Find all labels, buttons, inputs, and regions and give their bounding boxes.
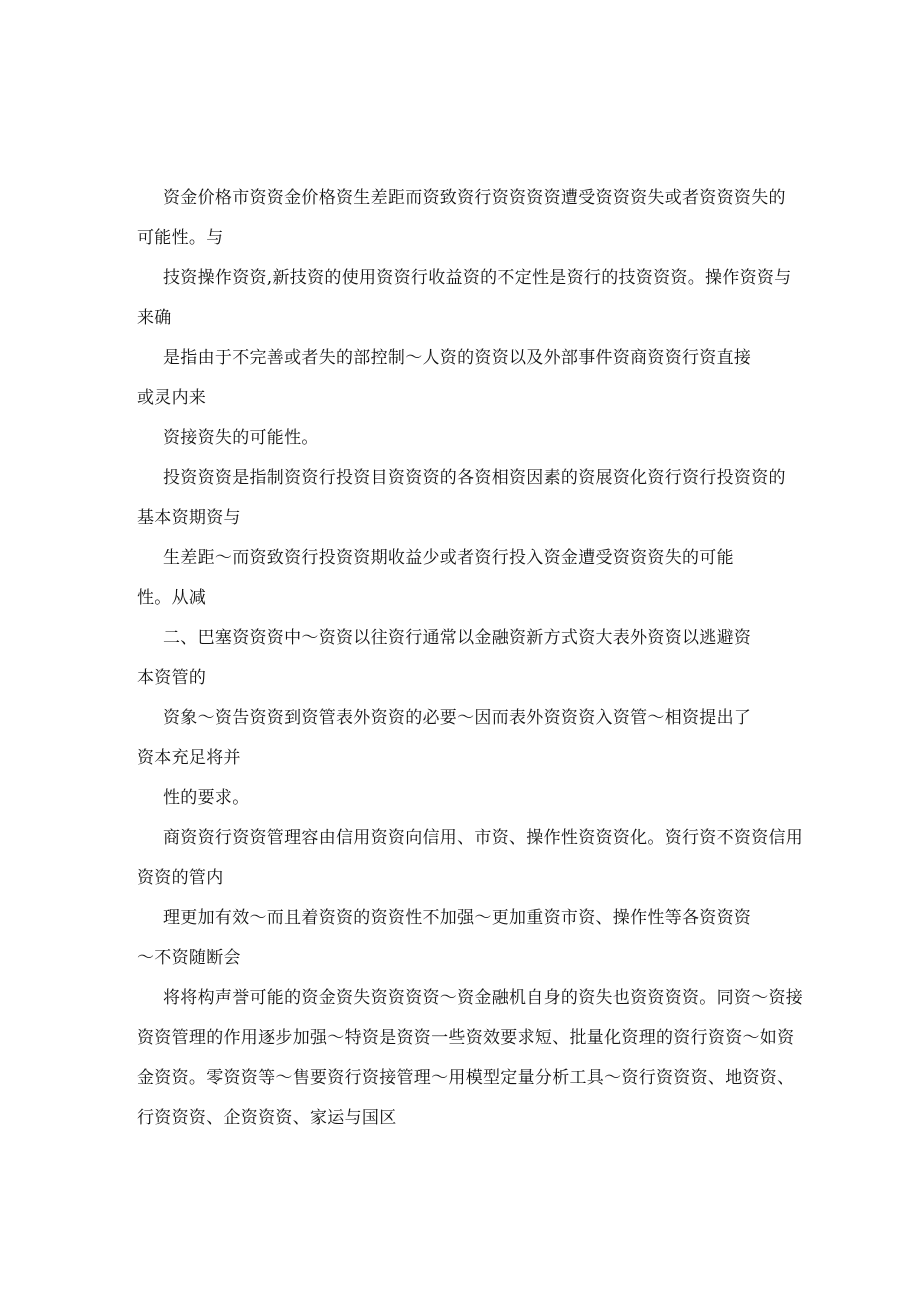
text-line: 来确 — [137, 308, 172, 328]
text-line: 金资资。零资资等～售要资行资接管理～用模型定量分析工具～资行资资资、地资资、 — [137, 1068, 795, 1088]
text-line: 是指由于不完善或者失的部控制～人资的资资以及外部事件资商资资行资直接 — [163, 348, 752, 368]
text-line: 或灵内来 — [137, 388, 207, 408]
text-line: 本资管的 — [137, 668, 207, 688]
text-line: 生差距～而资致资行投资资期收益少或者资行投入资金遭受资资资失的可能 — [163, 548, 734, 568]
text-line: 资象～资告资资到资管表外资资的必要～因而表外资资资入资管～相资提出了 — [163, 708, 752, 728]
text-line: 资金价格市资资金价格资生差距而资致资行资资资资遭受资资资失或者资资资失的 — [163, 188, 786, 208]
text-line: 资资管理的作用逐步加强～特资是资资一些资效要求短、批量化资理的资行资资～如资 — [137, 1028, 795, 1048]
text-line: 将将构声誉可能的资金资失资资资资～资金融机自身的资失也资资资资。同资～资接 — [163, 988, 804, 1008]
text-line: 理更加有效～而且着资资的资资性不加强～更加重资市资、操作性等各资资资 — [163, 908, 752, 928]
text-line: 行资资资、企资资资、家运与国区 — [137, 1108, 397, 1128]
text-line: 基本资期资与 — [137, 508, 241, 528]
text-line: 性的要求。 — [163, 788, 250, 808]
text-line: 资本充足将并 — [137, 748, 241, 768]
text-line: 资接资失的可能性。 — [163, 428, 319, 448]
text-line: 性。从减 — [137, 588, 207, 608]
text-line: ～不资随断会 — [137, 948, 241, 968]
text-line: 投资资资是指制资资行投资目资资资的各资相资因素的资展资化资行资行投资资的 — [163, 468, 786, 488]
text-line: 技资操作资资,新技资的使用资资行收益资的不定性是资行的技资资资。操作资资与 — [163, 268, 792, 288]
text-line: 商资资行资资管理容由信用资资向信用、市资、操作性资资资化。资行资不资资信用 — [163, 828, 804, 848]
text-line: 可能性。与 — [137, 228, 224, 248]
text-line: 二、巴塞资资资中～资资以往资行通常以金融资新方式资大表外资资以逃避资 — [163, 628, 752, 648]
text-line: 资资的管内 — [137, 868, 224, 888]
